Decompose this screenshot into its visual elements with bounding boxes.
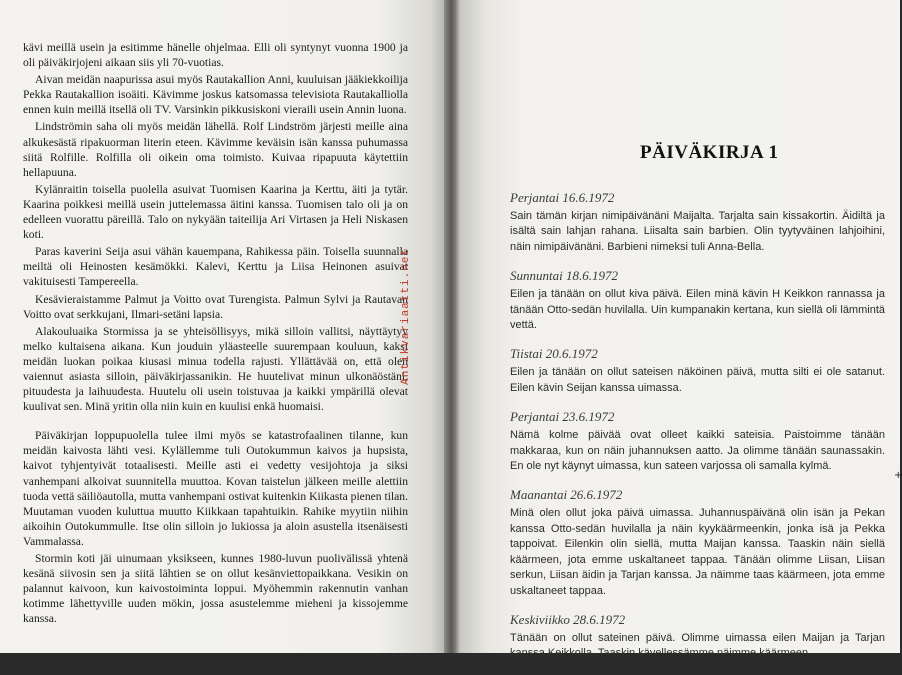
paragraph: Päiväkirjan loppupuolella tulee ilmi myös se katastrofaalinen tilanne, kun meidän kaivosta lähti vesi. Kylällemme tuli Outokummun kaivos ja hupsista, kaivot tyhjentyivät totaalisesti. Meille asti ei vedetty vesijohtoja ja siksi vanhempani alkoivat suunnitella muuttoa. Kovan taistelun jälkeen meille alettiin tuoda vettä säiliöautolla, mutta vanhempani ostivat kuitenkin Kiikasta pienen tilan. Muutaman vuoden kuluttua muutto Kiikkaan tapahtuikin. Rahike myytiin niihin aikoihin Outokummulle. Itse olin silloin jo lukiossa ja aloin asustella itsenäisesti Vammalassa.: [23, 429, 408, 548]
diary-entry: [510, 190, 885, 255]
book-gutter: [444, 0, 460, 653]
diary-entry: [510, 409, 885, 474]
paragraph: Kylänraitin toisella puolella asuivat Tuomisen Kaarina ja Kerttu, äiti ja tytär. Kaarina poikkesi meillä usein juttelemassa äitini kanssa. Tuomisen talo oli ja on edelleen vuorattu päreillä. Talo on nykyään taiteilija Ari Virtasen ja Heli Niskasen koti.: [23, 182, 408, 242]
paragraph: Aivan meidän naapurissa asui myös Rautakallion Anni, kuuluisan jääkiekkoilija Pekka Rautakallion isoäiti. Kävimme joskus katsomassa televisiota Rautakalliolla ennen kuin meillä itsellä oli TV. Varsinkin pikkusiskoni vieraili usein Annin luona.: [23, 73, 408, 117]
entry-date: Tiistai 20.6.1972: [510, 346, 598, 362]
paragraph: Lindströmin saha oli myös meidän lähellä. Rolf Lindström järjesti meille aina alkukesästä ripakuorman literin eteen. Kävimme keväisin isän kanssa puhumassa siitä Rolfille. Rolfilla oli oikein oma toimisto. Kuivaa ripapuuta käytettiin hellapuuna.: [23, 120, 408, 179]
entry-date: Perjantai 23.6.1972: [510, 409, 615, 425]
paragraph: kävi meillä usein ja esitimme hänelle ohjelmaa. Elli oli syntynyt vuonna 1900 ja oli päiväkirjojeni aikaan siis yli 70-vuotias.: [23, 41, 408, 70]
paragraph: Kesävieraistamme Palmut ja Voitto ovat Turengista. Palmun Sylvi ja Rautavan Voitto ovat serkkujani, Ilmari-setäni lapsia.: [23, 292, 408, 321]
entry-text: Eilen ja tänään on ollut kiva päivä. Eilen minä kävin H Keikkon rannassa ja tänään Otto-sedän huvilalla. Uin kumpanakin kertana, kun siellä oli lämmintä vettä.: [510, 288, 885, 332]
paragraph: Alakouluaika Stormissa ja se yhteisöllisyys, mikä silloin vallitsi, näyttäytyy melko kultaisena aikana. Kun jouduin yläasteelle suurempaan kouluun, kaksi meidän luokan poikaa kiusasi minua todella rajusti. Yllättävää on, että olen vaiennut asiasta silloin, päiväkirjassanikin. He huutelivat minun ulkonäöstäni, pituudesta ja laihuudesta. Huutelu oli usein toistuvaa ja kaikki ympärillä olevat kuulivat sen. Minä yritin olla niin kuin en kuulisi enkä huomaisi.: [23, 324, 408, 414]
diary-entry: [510, 487, 885, 598]
diary-entries: [510, 190, 885, 675]
entry-text: Tänään on ollut sateinen päivä. Olimme uimassa eilen Maijan ja Tarjan kanssa Keikkolla. Taaskin kävellessämme näimme käärmeen.: [510, 631, 885, 660]
entry-date: Perjantai 16.6.1972: [510, 190, 615, 205]
watermark-text: Antikvariaatti.net: [400, 248, 412, 385]
margin-mark: +: [894, 470, 902, 481]
entry-date: Maanantai 26.6.1972: [510, 487, 623, 503]
paragraph: Stormin koti jäi uinumaan yksikseen, kunnes 1980-luvun puolivälissä yhtenä kesänä siivosin sen ja siitä lähtien se on ollut kesänviettopaikkana. Vesikin on palannut kaivoon, kun kaivostoiminta loppui. Myöhemmin rakennutin vanhan kotimme lähettyville uuden mökin, jossa asustelemme mieheni ja kissojemme kanssa.: [23, 552, 408, 626]
right-page: [460, 0, 902, 660]
entry-date: Sunnuntai 18.6.1972: [510, 268, 618, 284]
diary-entry: [510, 268, 885, 333]
paragraph: Paras kaverini Seija asui vähän kauempana, Rahikessa päin. Toisella suunnalla meiltä oli Heinosten kesämökki. Kalevi, Kerttu ja Liisa Heinonen asuivat vakituisesti Tampereella.: [23, 245, 408, 289]
entry-text: Minä olen ollut joka päivä uimassa. Juhannuspäivänä olin isän ja Pekan kanssa Otto-sedän huvilalla ja näin kyykäärmeenkin, jonka isä ja Pekka tappoivat. Eilenkin olin siellä, mutta Maijan kanssa. Taaskin näin siellä käärmeen, jota emme uskaltaneet tappaa. Tänään olimme Liisan, Liisan serkun, Liisan äidin ja Tarjan kanssa. Ja näimme taas käärmeen, jota emme uskaltaneet tappaa.: [510, 507, 885, 597]
left-page: [0, 0, 444, 653]
entry-text: Eilen ja tänään on ollut sateisen näköinen päivä, mutta silti ei ole satanut. Eilen kävin Seijan kanssa uimassa.: [510, 366, 885, 394]
diary-entry: [510, 612, 885, 662]
page-title: PÄIVÄKIRJA 1: [640, 142, 779, 163]
left-page-text: [23, 40, 408, 628]
entry-text: Sain tämän kirjan nimipäivänäni Maijalta. Tarjalta sain kissakortin. Äidiltä ja isältä sain lahjan rahana. Liisalta sain barbien. Olin tyytyväinen lahjoihini, näin nimipäivänäni. Barbieni nimeksi tuli Anna-Bella.: [510, 210, 885, 253]
entry-date: Keskiviikko 28.6.1972: [510, 611, 626, 627]
diary-entry: [510, 346, 885, 396]
entry-text: Nämä kolme päivää ovat olleet kaikki sateisia. Paistoimme tänään makkaraa, kun on näin juhannuksen aatto. Ja olimme tänään saunassakin. En ole nyt käynyt uimassa, kun sateen varjossa oli samalla kylmä.: [510, 429, 885, 473]
